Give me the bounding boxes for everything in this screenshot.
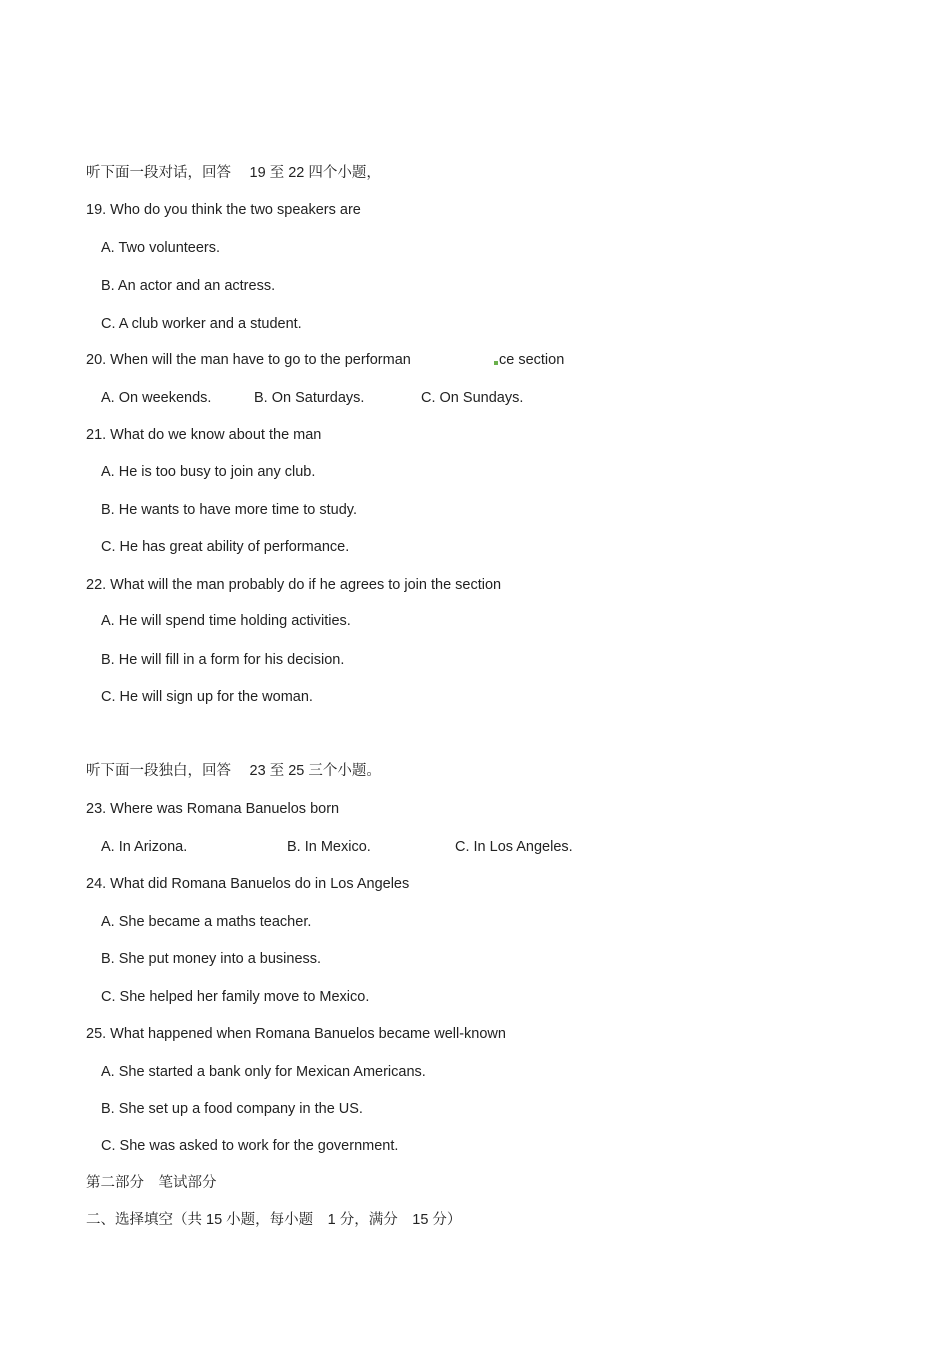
question-23-option-b: B. In Mexico. [287, 839, 371, 855]
question-21-option-a: A. He is too busy to join any club. [101, 464, 316, 480]
question-21-option-b: B. He wants to have more time to study. [101, 502, 358, 518]
question-20-option-b: B. On Saturdays. [254, 390, 365, 406]
question-24-stem: 24. What did Romana Banuelos do in Los Angeles [86, 876, 410, 892]
question-19-stem: 19. Who do you think the two speakers are [86, 202, 361, 218]
question-19-option-c: C. A club worker and a student. [101, 316, 302, 332]
listening-instruction-dialogue: 听下面一段对话，回答 19 至 22 四个小题， [86, 165, 381, 181]
question-23-option-a: A. In Arizona. [101, 839, 188, 855]
question-22-option-a: A. He will spend time holding activities. [101, 613, 351, 629]
scan-artifact-mark [494, 361, 498, 365]
question-25-option-b: B. She set up a food company in the US. [101, 1101, 363, 1117]
question-24-option-a: A. She became a maths teacher. [101, 914, 312, 930]
question-23-option-c: C. In Los Angeles. [455, 839, 573, 855]
question-20-option-c: C. On Sundays. [421, 390, 524, 406]
question-23-stem: 23. Where was Romana Banuelos born [86, 801, 340, 817]
question-24-option-c: C. She helped her family move to Mexico. [101, 989, 370, 1005]
question-21-stem: 21. What do we know about the man [86, 427, 322, 443]
part-2-heading: 第二部分 笔试部分 [86, 1175, 217, 1191]
question-19-option-a: A. Two volunteers. [101, 240, 221, 256]
question-25-option-a: A. She started a bank only for Mexican Americans. [101, 1064, 426, 1080]
question-22-option-b: B. He will fill in a form for his decision. [101, 652, 345, 668]
section-2-heading: 二、选择填空（共 15 小题，每小题 1 分，满分 15 分） [86, 1212, 462, 1228]
question-20-stem-part2: ce section [499, 352, 565, 368]
question-20-option-a: A. On weekends. [101, 390, 212, 406]
question-21-option-c: C. He has great ability of performance. [101, 539, 350, 555]
question-24-option-b: B. She put money into a business. [101, 951, 322, 967]
question-25-stem: 25. What happened when Romana Banuelos became well-known [86, 1026, 506, 1042]
question-22-stem: 22. What will the man probably do if he agrees to join the section [86, 577, 502, 593]
question-20-stem-part1: 20. When will the man have to go to the performan [86, 352, 411, 368]
question-22-option-c: C. He will sign up for the woman. [101, 689, 313, 705]
listening-instruction-monologue: 听下面一段独白，回答 23 至 25 三个小题。 [86, 763, 381, 779]
question-19-option-b: B. An actor and an actress. [101, 278, 276, 294]
question-25-option-c: C. She was asked to work for the government. [101, 1138, 399, 1154]
